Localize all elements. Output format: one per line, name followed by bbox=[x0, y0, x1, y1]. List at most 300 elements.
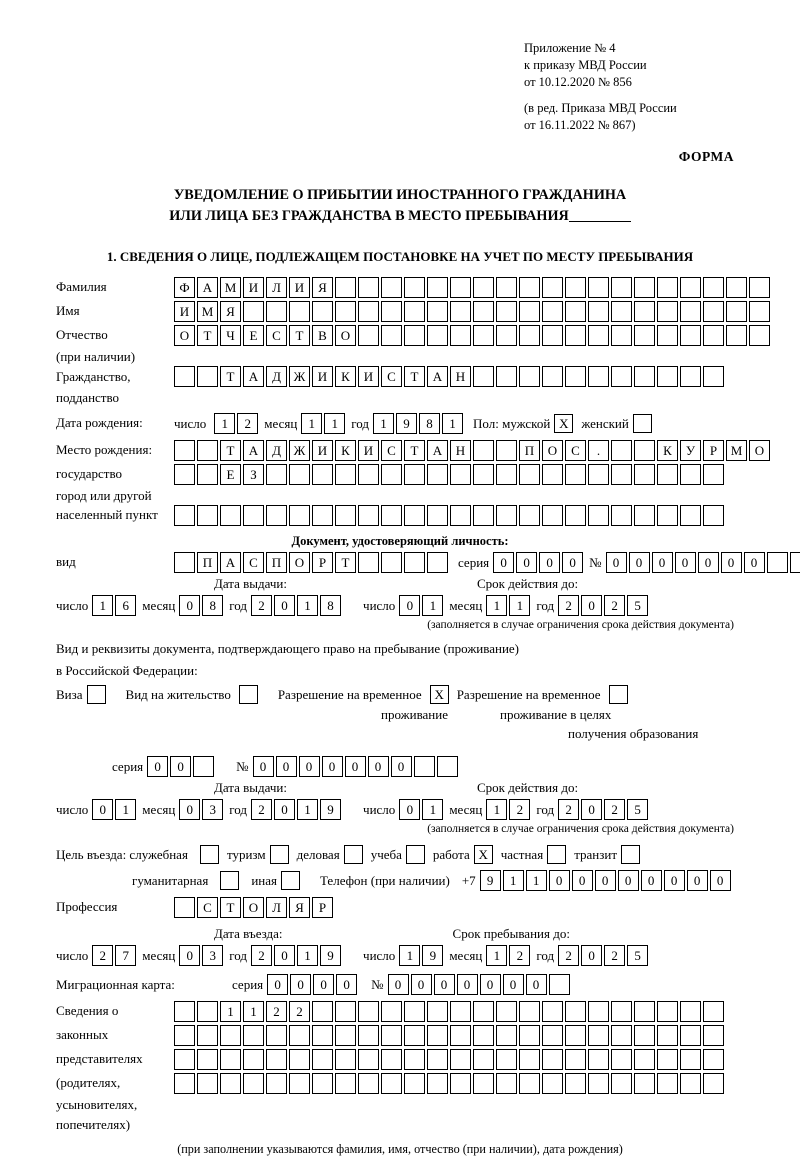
char-cell[interactable]: П bbox=[266, 552, 287, 573]
char-cell[interactable] bbox=[312, 1025, 333, 1046]
char-cell[interactable]: С bbox=[565, 440, 586, 461]
char-cell[interactable] bbox=[289, 505, 310, 526]
char-cell[interactable] bbox=[266, 301, 287, 322]
purpose-service-checkbox[interactable] bbox=[200, 845, 219, 864]
char-cell[interactable]: О bbox=[542, 440, 563, 461]
perm-number-input[interactable] bbox=[253, 756, 460, 777]
char-cell[interactable]: 1 bbox=[422, 799, 443, 820]
char-cell[interactable] bbox=[726, 277, 747, 298]
char-cell[interactable] bbox=[496, 325, 517, 346]
char-cell[interactable] bbox=[657, 366, 678, 387]
char-cell[interactable] bbox=[289, 1073, 310, 1094]
char-cell[interactable] bbox=[542, 1025, 563, 1046]
char-cell[interactable] bbox=[174, 1073, 195, 1094]
char-cell[interactable]: 0 bbox=[274, 799, 295, 820]
char-cell[interactable] bbox=[565, 464, 586, 485]
char-cell[interactable] bbox=[473, 366, 494, 387]
char-cell[interactable]: 2 bbox=[558, 595, 579, 616]
char-cell[interactable]: 1 bbox=[486, 595, 507, 616]
char-cell[interactable] bbox=[703, 325, 724, 346]
char-cell[interactable]: 0 bbox=[274, 595, 295, 616]
purpose-other-checkbox[interactable] bbox=[281, 871, 300, 890]
sex-male-checkbox[interactable]: X bbox=[554, 414, 573, 433]
char-cell[interactable] bbox=[588, 325, 609, 346]
char-cell[interactable] bbox=[358, 505, 379, 526]
char-cell[interactable] bbox=[565, 325, 586, 346]
char-cell[interactable] bbox=[335, 1073, 356, 1094]
char-cell[interactable]: 1 bbox=[220, 1001, 241, 1022]
char-cell[interactable]: С bbox=[243, 552, 264, 573]
char-cell[interactable]: 1 bbox=[526, 870, 547, 891]
perm-issue-year-input[interactable] bbox=[251, 799, 343, 820]
char-cell[interactable] bbox=[358, 552, 379, 573]
char-cell[interactable] bbox=[404, 277, 425, 298]
char-cell[interactable] bbox=[404, 552, 425, 573]
char-cell[interactable]: Д bbox=[266, 440, 287, 461]
char-cell[interactable]: 1 bbox=[297, 595, 318, 616]
perm-valid-year-input[interactable] bbox=[558, 799, 650, 820]
char-cell[interactable] bbox=[588, 1049, 609, 1070]
char-cell[interactable] bbox=[565, 366, 586, 387]
char-cell[interactable]: Н bbox=[450, 366, 471, 387]
char-cell[interactable] bbox=[450, 1049, 471, 1070]
char-cell[interactable] bbox=[611, 1049, 632, 1070]
char-cell[interactable] bbox=[197, 440, 218, 461]
char-cell[interactable] bbox=[312, 1049, 333, 1070]
char-cell[interactable]: 0 bbox=[147, 756, 168, 777]
char-cell[interactable]: Е bbox=[243, 325, 264, 346]
char-cell[interactable] bbox=[588, 301, 609, 322]
patronymic-input[interactable] bbox=[174, 325, 772, 346]
citizenship-input[interactable] bbox=[174, 366, 726, 387]
char-cell[interactable]: 2 bbox=[266, 1001, 287, 1022]
char-cell[interactable] bbox=[588, 1001, 609, 1022]
char-cell[interactable] bbox=[565, 277, 586, 298]
char-cell[interactable]: А bbox=[427, 366, 448, 387]
char-cell[interactable] bbox=[358, 1025, 379, 1046]
char-cell[interactable] bbox=[174, 366, 195, 387]
char-cell[interactable] bbox=[193, 756, 214, 777]
char-cell[interactable] bbox=[657, 1049, 678, 1070]
char-cell[interactable] bbox=[427, 1073, 448, 1094]
char-cell[interactable]: И bbox=[358, 366, 379, 387]
birthdate-year-input[interactable] bbox=[373, 413, 465, 434]
id-doc-valid-month-input[interactable] bbox=[486, 595, 532, 616]
char-cell[interactable]: 0 bbox=[516, 552, 537, 573]
char-cell[interactable] bbox=[289, 1049, 310, 1070]
char-cell[interactable]: 0 bbox=[618, 870, 639, 891]
char-cell[interactable]: Т bbox=[335, 552, 356, 573]
char-cell[interactable] bbox=[634, 1049, 655, 1070]
char-cell[interactable] bbox=[427, 1025, 448, 1046]
char-cell[interactable]: С bbox=[381, 440, 402, 461]
char-cell[interactable]: 1 bbox=[442, 413, 463, 434]
char-cell[interactable]: М bbox=[726, 440, 747, 461]
char-cell[interactable]: 0 bbox=[562, 552, 583, 573]
purpose-study-checkbox[interactable] bbox=[406, 845, 425, 864]
char-cell[interactable] bbox=[450, 325, 471, 346]
char-cell[interactable] bbox=[542, 301, 563, 322]
char-cell[interactable] bbox=[220, 1049, 241, 1070]
birthplace-city-input-2[interactable] bbox=[174, 505, 726, 526]
char-cell[interactable]: П bbox=[519, 440, 540, 461]
char-cell[interactable]: 2 bbox=[509, 945, 530, 966]
char-cell[interactable] bbox=[657, 301, 678, 322]
char-cell[interactable] bbox=[404, 325, 425, 346]
char-cell[interactable] bbox=[312, 464, 333, 485]
char-cell[interactable] bbox=[427, 325, 448, 346]
id-doc-number-input[interactable] bbox=[606, 552, 800, 573]
birthplace-city-input[interactable] bbox=[174, 464, 726, 485]
char-cell[interactable]: Ж bbox=[289, 366, 310, 387]
char-cell[interactable]: Т bbox=[220, 366, 241, 387]
char-cell[interactable]: Е bbox=[220, 464, 241, 485]
char-cell[interactable]: 0 bbox=[170, 756, 191, 777]
char-cell[interactable]: 0 bbox=[675, 552, 696, 573]
char-cell[interactable]: 0 bbox=[92, 799, 113, 820]
migration-number-input[interactable] bbox=[388, 974, 572, 995]
char-cell[interactable] bbox=[358, 325, 379, 346]
char-cell[interactable]: Л bbox=[266, 897, 287, 918]
char-cell[interactable] bbox=[266, 505, 287, 526]
char-cell[interactable] bbox=[473, 1073, 494, 1094]
char-cell[interactable] bbox=[358, 1001, 379, 1022]
char-cell[interactable]: 3 bbox=[202, 945, 223, 966]
char-cell[interactable]: Л bbox=[266, 277, 287, 298]
birthdate-day-input[interactable] bbox=[214, 413, 260, 434]
char-cell[interactable]: 9 bbox=[320, 799, 341, 820]
birthdate-month-input[interactable] bbox=[301, 413, 347, 434]
char-cell[interactable] bbox=[473, 1001, 494, 1022]
char-cell[interactable]: 1 bbox=[509, 595, 530, 616]
char-cell[interactable] bbox=[703, 301, 724, 322]
perm-series-input[interactable] bbox=[147, 756, 216, 777]
char-cell[interactable] bbox=[450, 301, 471, 322]
char-cell[interactable] bbox=[611, 366, 632, 387]
char-cell[interactable]: А bbox=[427, 440, 448, 461]
char-cell[interactable]: 0 bbox=[698, 552, 719, 573]
char-cell[interactable] bbox=[197, 505, 218, 526]
char-cell[interactable] bbox=[289, 1025, 310, 1046]
char-cell[interactable] bbox=[496, 1073, 517, 1094]
char-cell[interactable]: И bbox=[289, 277, 310, 298]
char-cell[interactable] bbox=[680, 301, 701, 322]
char-cell[interactable] bbox=[473, 1049, 494, 1070]
char-cell[interactable]: 2 bbox=[604, 945, 625, 966]
char-cell[interactable]: О bbox=[749, 440, 770, 461]
legal-rep-input-4[interactable] bbox=[174, 1073, 726, 1094]
char-cell[interactable] bbox=[680, 1001, 701, 1022]
visa-checkbox[interactable] bbox=[87, 685, 106, 704]
id-doc-issue-year-input[interactable] bbox=[251, 595, 343, 616]
char-cell[interactable] bbox=[749, 277, 770, 298]
char-cell[interactable] bbox=[220, 1073, 241, 1094]
char-cell[interactable] bbox=[634, 277, 655, 298]
char-cell[interactable]: 9 bbox=[396, 413, 417, 434]
purpose-transit-checkbox[interactable] bbox=[621, 845, 640, 864]
char-cell[interactable] bbox=[427, 505, 448, 526]
char-cell[interactable]: З bbox=[243, 464, 264, 485]
char-cell[interactable]: 1 bbox=[115, 799, 136, 820]
char-cell[interactable]: 0 bbox=[581, 945, 602, 966]
char-cell[interactable] bbox=[680, 366, 701, 387]
char-cell[interactable]: 5 bbox=[627, 799, 648, 820]
char-cell[interactable] bbox=[680, 1073, 701, 1094]
char-cell[interactable] bbox=[312, 505, 333, 526]
char-cell[interactable] bbox=[611, 440, 632, 461]
char-cell[interactable]: 9 bbox=[422, 945, 443, 966]
char-cell[interactable] bbox=[450, 505, 471, 526]
char-cell[interactable] bbox=[335, 505, 356, 526]
char-cell[interactable]: 1 bbox=[214, 413, 235, 434]
char-cell[interactable] bbox=[496, 1001, 517, 1022]
char-cell[interactable]: 1 bbox=[297, 799, 318, 820]
id-doc-series-input[interactable] bbox=[493, 552, 585, 573]
char-cell[interactable]: 2 bbox=[604, 595, 625, 616]
char-cell[interactable] bbox=[496, 366, 517, 387]
char-cell[interactable] bbox=[680, 325, 701, 346]
char-cell[interactable]: Р bbox=[312, 552, 333, 573]
char-cell[interactable]: 1 bbox=[399, 945, 420, 966]
char-cell[interactable]: 0 bbox=[606, 552, 627, 573]
legal-rep-input-1[interactable] bbox=[174, 1001, 726, 1022]
char-cell[interactable]: М bbox=[197, 301, 218, 322]
char-cell[interactable] bbox=[335, 464, 356, 485]
char-cell[interactable] bbox=[519, 1025, 540, 1046]
entry-day-input[interactable] bbox=[92, 945, 138, 966]
char-cell[interactable] bbox=[542, 366, 563, 387]
char-cell[interactable]: Т bbox=[404, 366, 425, 387]
sex-female-checkbox[interactable] bbox=[633, 414, 652, 433]
char-cell[interactable] bbox=[266, 1073, 287, 1094]
char-cell[interactable]: И bbox=[312, 440, 333, 461]
char-cell[interactable]: 1 bbox=[92, 595, 113, 616]
char-cell[interactable] bbox=[220, 1025, 241, 1046]
char-cell[interactable]: 0 bbox=[721, 552, 742, 573]
char-cell[interactable] bbox=[542, 277, 563, 298]
char-cell[interactable]: 1 bbox=[301, 413, 322, 434]
char-cell[interactable] bbox=[174, 1025, 195, 1046]
char-cell[interactable] bbox=[703, 1073, 724, 1094]
char-cell[interactable] bbox=[450, 1073, 471, 1094]
char-cell[interactable] bbox=[634, 440, 655, 461]
char-cell[interactable] bbox=[243, 505, 264, 526]
char-cell[interactable]: 6 bbox=[115, 595, 136, 616]
purpose-business-checkbox[interactable] bbox=[344, 845, 363, 864]
residence-checkbox[interactable] bbox=[239, 685, 258, 704]
char-cell[interactable] bbox=[174, 505, 195, 526]
char-cell[interactable] bbox=[542, 1001, 563, 1022]
char-cell[interactable]: 0 bbox=[391, 756, 412, 777]
char-cell[interactable]: 0 bbox=[457, 974, 478, 995]
char-cell[interactable] bbox=[519, 1049, 540, 1070]
id-doc-issue-day-input[interactable] bbox=[92, 595, 138, 616]
char-cell[interactable] bbox=[680, 464, 701, 485]
purpose-humanitarian-checkbox[interactable] bbox=[220, 871, 239, 890]
stay-month-input[interactable] bbox=[486, 945, 532, 966]
char-cell[interactable] bbox=[358, 301, 379, 322]
char-cell[interactable]: 1 bbox=[297, 945, 318, 966]
char-cell[interactable]: К bbox=[657, 440, 678, 461]
char-cell[interactable] bbox=[266, 464, 287, 485]
char-cell[interactable] bbox=[565, 505, 586, 526]
char-cell[interactable]: В bbox=[312, 325, 333, 346]
char-cell[interactable] bbox=[312, 301, 333, 322]
char-cell[interactable] bbox=[243, 1073, 264, 1094]
char-cell[interactable]: 2 bbox=[289, 1001, 310, 1022]
char-cell[interactable] bbox=[266, 1025, 287, 1046]
char-cell[interactable]: 0 bbox=[253, 756, 274, 777]
char-cell[interactable] bbox=[767, 552, 788, 573]
id-doc-issue-month-input[interactable] bbox=[179, 595, 225, 616]
char-cell[interactable]: О bbox=[243, 897, 264, 918]
char-cell[interactable]: Я bbox=[312, 277, 333, 298]
char-cell[interactable] bbox=[174, 552, 195, 573]
char-cell[interactable]: К bbox=[335, 440, 356, 461]
id-doc-valid-year-input[interactable] bbox=[558, 595, 650, 616]
char-cell[interactable] bbox=[565, 1025, 586, 1046]
char-cell[interactable] bbox=[427, 277, 448, 298]
char-cell[interactable] bbox=[703, 366, 724, 387]
char-cell[interactable] bbox=[588, 366, 609, 387]
char-cell[interactable]: Т bbox=[220, 440, 241, 461]
char-cell[interactable] bbox=[404, 1049, 425, 1070]
char-cell[interactable]: 1 bbox=[486, 799, 507, 820]
char-cell[interactable]: 2 bbox=[92, 945, 113, 966]
perm-valid-day-input[interactable] bbox=[399, 799, 445, 820]
char-cell[interactable] bbox=[519, 464, 540, 485]
char-cell[interactable]: 0 bbox=[368, 756, 389, 777]
char-cell[interactable] bbox=[496, 464, 517, 485]
char-cell[interactable] bbox=[703, 1049, 724, 1070]
char-cell[interactable]: 0 bbox=[179, 595, 200, 616]
char-cell[interactable] bbox=[519, 505, 540, 526]
char-cell[interactable] bbox=[381, 464, 402, 485]
legal-rep-input-2[interactable] bbox=[174, 1025, 726, 1046]
migration-series-input[interactable] bbox=[267, 974, 359, 995]
perm-valid-month-input[interactable] bbox=[486, 799, 532, 820]
char-cell[interactable]: 0 bbox=[345, 756, 366, 777]
char-cell[interactable] bbox=[680, 1049, 701, 1070]
entry-month-input[interactable] bbox=[179, 945, 225, 966]
char-cell[interactable] bbox=[174, 1001, 195, 1022]
char-cell[interactable] bbox=[703, 464, 724, 485]
char-cell[interactable] bbox=[358, 277, 379, 298]
temp-residence-edu-checkbox[interactable] bbox=[609, 685, 628, 704]
char-cell[interactable]: 5 bbox=[627, 945, 648, 966]
char-cell[interactable] bbox=[611, 1025, 632, 1046]
char-cell[interactable]: Д bbox=[266, 366, 287, 387]
char-cell[interactable] bbox=[680, 277, 701, 298]
char-cell[interactable] bbox=[450, 277, 471, 298]
char-cell[interactable] bbox=[565, 301, 586, 322]
char-cell[interactable] bbox=[197, 1001, 218, 1022]
char-cell[interactable] bbox=[427, 1049, 448, 1070]
char-cell[interactable] bbox=[450, 1001, 471, 1022]
id-doc-valid-day-input[interactable] bbox=[399, 595, 445, 616]
char-cell[interactable] bbox=[519, 1001, 540, 1022]
char-cell[interactable] bbox=[657, 325, 678, 346]
char-cell[interactable] bbox=[634, 301, 655, 322]
char-cell[interactable]: 0 bbox=[299, 756, 320, 777]
char-cell[interactable] bbox=[312, 1073, 333, 1094]
char-cell[interactable] bbox=[680, 1025, 701, 1046]
char-cell[interactable] bbox=[243, 1025, 264, 1046]
char-cell[interactable] bbox=[358, 1049, 379, 1070]
char-cell[interactable] bbox=[496, 505, 517, 526]
char-cell[interactable]: 2 bbox=[558, 945, 579, 966]
char-cell[interactable] bbox=[542, 505, 563, 526]
legal-rep-input-3[interactable] bbox=[174, 1049, 726, 1070]
char-cell[interactable] bbox=[404, 1025, 425, 1046]
char-cell[interactable] bbox=[749, 325, 770, 346]
char-cell[interactable] bbox=[611, 464, 632, 485]
stay-day-input[interactable] bbox=[399, 945, 445, 966]
char-cell[interactable] bbox=[565, 1049, 586, 1070]
char-cell[interactable] bbox=[473, 505, 494, 526]
id-doc-kind-input[interactable] bbox=[174, 552, 450, 573]
char-cell[interactable]: 5 bbox=[627, 595, 648, 616]
char-cell[interactable] bbox=[790, 552, 800, 573]
char-cell[interactable] bbox=[588, 1073, 609, 1094]
char-cell[interactable]: Ч bbox=[220, 325, 241, 346]
char-cell[interactable] bbox=[381, 552, 402, 573]
char-cell[interactable] bbox=[220, 505, 241, 526]
char-cell[interactable] bbox=[404, 1073, 425, 1094]
char-cell[interactable] bbox=[657, 1073, 678, 1094]
char-cell[interactable] bbox=[565, 1001, 586, 1022]
char-cell[interactable] bbox=[312, 1001, 333, 1022]
char-cell[interactable] bbox=[519, 1073, 540, 1094]
char-cell[interactable]: С bbox=[266, 325, 287, 346]
char-cell[interactable] bbox=[427, 301, 448, 322]
char-cell[interactable]: 0 bbox=[388, 974, 409, 995]
char-cell[interactable] bbox=[703, 277, 724, 298]
char-cell[interactable] bbox=[381, 1025, 402, 1046]
char-cell[interactable]: 2 bbox=[237, 413, 258, 434]
char-cell[interactable]: 0 bbox=[652, 552, 673, 573]
char-cell[interactable] bbox=[496, 1025, 517, 1046]
char-cell[interactable]: 0 bbox=[572, 870, 593, 891]
char-cell[interactable]: М bbox=[220, 277, 241, 298]
char-cell[interactable] bbox=[381, 277, 402, 298]
birthplace-state-input[interactable] bbox=[174, 440, 772, 461]
char-cell[interactable] bbox=[611, 325, 632, 346]
char-cell[interactable] bbox=[634, 1025, 655, 1046]
char-cell[interactable] bbox=[243, 301, 264, 322]
char-cell[interactable]: 0 bbox=[179, 945, 200, 966]
char-cell[interactable]: Р bbox=[312, 897, 333, 918]
char-cell[interactable]: Я bbox=[289, 897, 310, 918]
char-cell[interactable] bbox=[174, 464, 195, 485]
char-cell[interactable]: Н bbox=[450, 440, 471, 461]
char-cell[interactable]: 0 bbox=[526, 974, 547, 995]
char-cell[interactable] bbox=[657, 277, 678, 298]
char-cell[interactable] bbox=[519, 301, 540, 322]
char-cell[interactable] bbox=[680, 505, 701, 526]
char-cell[interactable]: С bbox=[197, 897, 218, 918]
char-cell[interactable] bbox=[634, 464, 655, 485]
purpose-work-checkbox[interactable]: X bbox=[474, 845, 493, 864]
char-cell[interactable] bbox=[657, 464, 678, 485]
char-cell[interactable]: 2 bbox=[604, 799, 625, 820]
char-cell[interactable] bbox=[427, 552, 448, 573]
char-cell[interactable]: А bbox=[220, 552, 241, 573]
char-cell[interactable] bbox=[519, 325, 540, 346]
char-cell[interactable] bbox=[726, 301, 747, 322]
char-cell[interactable] bbox=[404, 464, 425, 485]
char-cell[interactable] bbox=[634, 505, 655, 526]
